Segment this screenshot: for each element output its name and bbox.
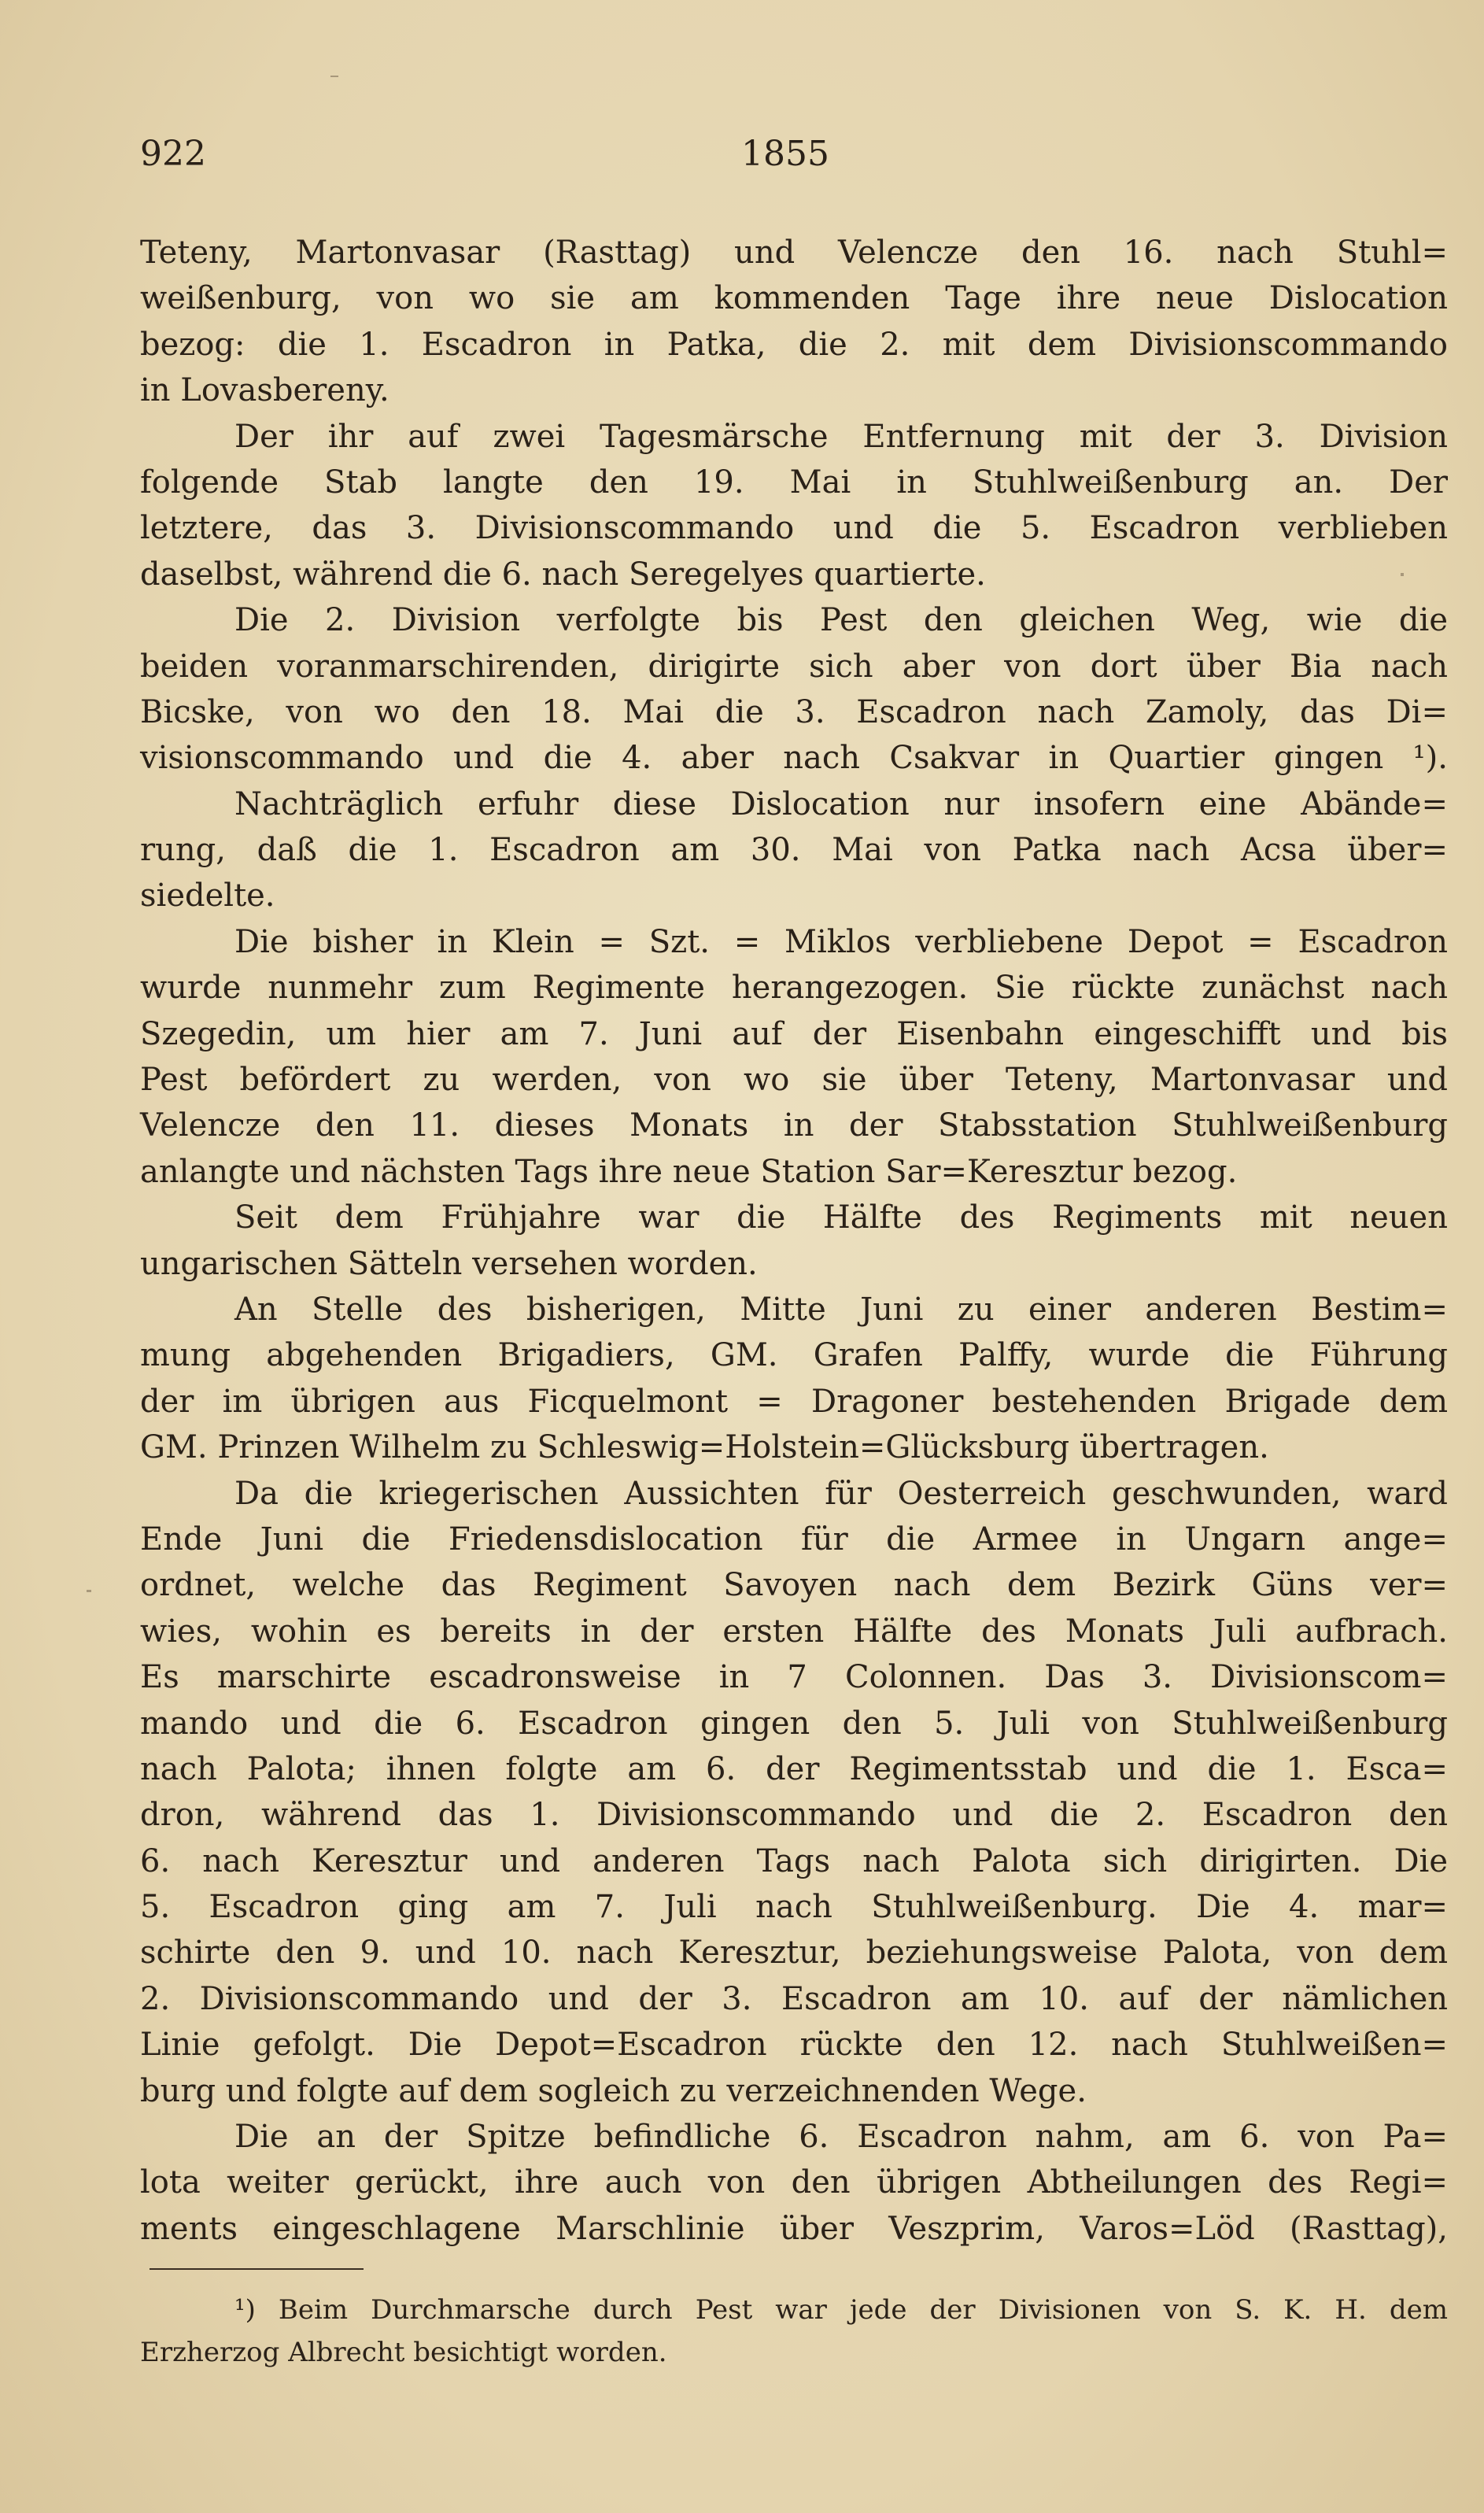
text-line: Da die kriegerischen Aussichten für Oesterreich geschwunden, ward [234, 1475, 1448, 1512]
text-line: anlangte und nächsten Tags ihre neue Station Sar=Keresztur bezog. [140, 1153, 1238, 1190]
text-line: Die an der Spitze befindliche 6. Escadron nahm, am 6. von Pa= [234, 2119, 1448, 2156]
text-line: letztere, das 3. Divisionscommando und die 5. Escadron verblieben [140, 510, 1448, 547]
footnote-line: ¹) Beim Durchmarsche durch Pest war jede der Divisionen von S. K. H. dem [234, 2294, 1448, 2326]
text-line: 5. Escadron ging am 7. Juli nach Stuhlweißenburg. Die 4. mar= [140, 1889, 1448, 1926]
text-line: mando und die 6. Escadron gingen den 5. Juli von Stuhlweißenburg [140, 1705, 1448, 1742]
text-line: burg und folgte auf dem sogleich zu verzeichnenden Wege. [140, 2072, 1087, 2109]
text-line: lota weiter gerückt, ihre auch von den übrigen Abtheilungen des Regi= [140, 2164, 1448, 2201]
text-line: Seit dem Frühjahre war die Hälfte des Regiments mit neuen [234, 1199, 1448, 1236]
page-number: 922 [140, 134, 206, 174]
text-line: Pest befördert zu werden, von wo sie über Teteny, Martonvasar und [140, 1062, 1448, 1099]
text-line: weißenburg, von wo sie am kommenden Tage ihre neue Dislocation [140, 280, 1448, 317]
text-line: in Lovasbereny. [140, 372, 389, 409]
text-line: GM. Prinzen Wilhelm zu Schleswig=Holstein=Glücksburg übertragen. [140, 1429, 1269, 1466]
text-line: visionscommando und die 4. aber nach Csakvar in Quartier gingen ¹). [140, 740, 1448, 777]
paper-speck [87, 1590, 91, 1592]
paper-speck [1401, 573, 1404, 576]
text-line: Nachträglich erfuhr diese Dislocation nur insofern eine Abände= [234, 785, 1448, 822]
text-line: Linie gefolgt. Die Depot=Escadron rückte den 12. nach Stuhlweißen= [140, 2027, 1448, 2064]
text-line: folgende Stab langte den 19. Mai in Stuhlweißenburg an. Der [140, 464, 1448, 501]
text-line: wies, wohin es bereits in der ersten Hälfte des Monats Juli aufbrach. [140, 1613, 1448, 1650]
text-line: siedelte. [140, 878, 275, 915]
text-line: Velencze den 11. dieses Monats in der Stabsstation Stuhlweißenburg [140, 1107, 1448, 1144]
text-line: 2. Divisionscommando und der 3. Escadron am 10. auf der nämlichen [140, 1980, 1448, 2017]
text-line: nach Palota; ihnen folgte am 6. der Regimentsstab und die 1. Esca= [140, 1750, 1448, 1787]
text-line: beiden voranmarschirenden, dirigirte sich aber von dort über Bia nach [140, 648, 1448, 685]
text-line: Bicske, von wo den 18. Mai die 3. Escadron nach Zamoly, das Di= [140, 693, 1448, 730]
text-line: mung abgehenden Brigadiers, GM. Grafen Palffy, wurde die Führung [140, 1337, 1448, 1374]
footnotes [140, 2289, 1448, 2374]
text-line: wurde nunmehr zum Regimente herangezogen. Sie rückte zunächst nach [140, 970, 1448, 1007]
text-line: Der ihr auf zwei Tagesmärsche Entfernung mit der 3. Division [234, 418, 1448, 455]
text-line: daselbst, während die 6. nach Seregelyes quartierte. [140, 556, 986, 593]
text-line: Szegedin, um hier am 7. Juni auf der Eisenbahn eingeschifft und bis [140, 1015, 1448, 1052]
text-line: ordnet, welche das Regiment Savoyen nach dem Bezirk Güns ver= [140, 1567, 1448, 1604]
paper-speck [330, 76, 338, 77]
text-line: Die bisher in Klein = Szt. = Miklos verbliebene Depot = Escadron [234, 923, 1448, 960]
text-line: ments eingeschlagene Marschlinie über Veszprim, Varos=Löd (Rasttag), [140, 2210, 1448, 2247]
text-line: Ende Juni die Friedensdislocation für die Armee in Ungarn ange= [140, 1521, 1448, 1558]
footnote-divider [150, 2268, 364, 2270]
running-head-year: 1855 [741, 134, 829, 174]
text-line: 6. nach Keresztur und anderen Tags nach Palota sich dirigirten. Die [140, 1842, 1448, 1879]
text-line: Es marschirte escadronsweise in 7 Colonnen. Das 3. Divisionscom= [140, 1659, 1448, 1696]
text-line: Die 2. Division verfolgte bis Pest den gleichen Weg, wie die [234, 602, 1448, 639]
text-line: bezog: die 1. Escadron in Patka, die 2. mit dem Divisionscommando [140, 326, 1448, 363]
body-text [140, 230, 1448, 2252]
footnote-line: Erzherzog Albrecht besichtigt worden. [140, 2337, 667, 2368]
text-line: schirte den 9. und 10. nach Keresztur, beziehungsweise Palota, von dem [140, 1935, 1448, 1972]
page-header [140, 134, 1430, 189]
text-line: rung, daß die 1. Escadron am 30. Mai von Patka nach Acsa über= [140, 832, 1448, 869]
text-line: An Stelle des bisherigen, Mitte Juni zu einer anderen Bestim= [234, 1291, 1448, 1328]
text-line: Teteny, Martonvasar (Rasttag) und Velencze den 16. nach Stuhl= [140, 235, 1448, 271]
text-line: ungarischen Sätteln versehen worden. [140, 1245, 758, 1282]
text-line: der im übrigen aus Ficquelmont = Dragoner bestehenden Brigade dem [140, 1383, 1448, 1420]
text-line: dron, während das 1. Divisionscommando und die 2. Escadron den [140, 1797, 1448, 1834]
